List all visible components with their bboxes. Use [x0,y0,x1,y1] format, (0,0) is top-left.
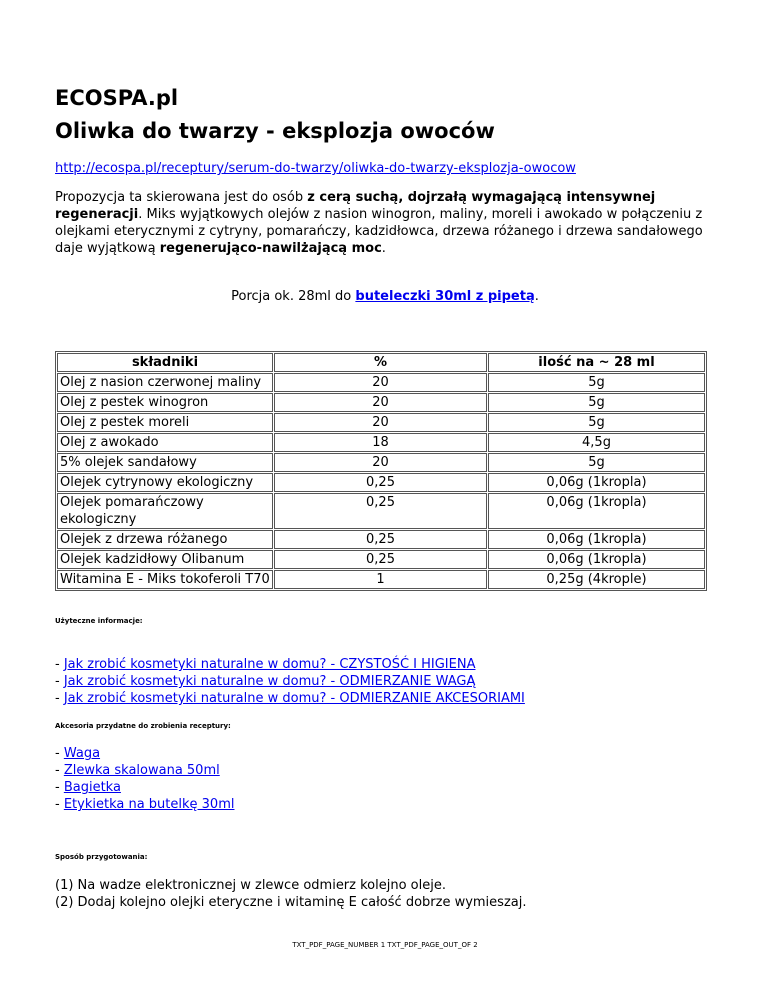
ingredient-amount: 0,06g (1kropla) [488,550,705,569]
table-row [57,433,705,452]
table-row [57,473,705,492]
list-item: (2) Dodaj kolejno olejki eteryczne i witaminę E całość dobrze wymieszaj. [55,895,527,910]
ingredient-percent: 20 [274,413,487,432]
list-dash: - [55,746,64,761]
page-footer: TXT_PDF_PAGE_NUMBER 1 TXT_PDF_PAGE_OUT_OF 2 [292,941,478,949]
intro-text-3: . [381,241,386,256]
ingredient-percent: 20 [274,373,487,392]
table-header-row [57,353,705,372]
list-item [55,656,525,673]
table-row [57,570,705,589]
portion-prefix: Porcja ok. 28ml do [231,289,356,304]
ingredient-name: Olej z pestek winogron [57,393,273,412]
portion-note [55,289,715,304]
ingredient-amount: 5g [488,373,705,392]
useful-links-list [55,656,525,707]
accessories-list [55,745,234,813]
list-dash: - [55,674,64,689]
list-item [55,745,234,762]
ingredient-name: Olejek z drzewa różanego [57,530,273,549]
ingredient-amount: 0,25g (4krople) [488,570,705,589]
accessories-heading: Akcesoria przydatne do zrobienia receptury: [55,722,231,730]
ingredient-percent: 0,25 [274,493,487,529]
ingredient-amount: 5g [488,413,705,432]
accessory-link[interactable]: Waga [63,746,101,761]
intro-paragraph [55,189,715,257]
list-dash: - [55,657,64,672]
intro-text-2: . Miks wyjątkowych olejów z nasion winogron, maliny, moreli i awokado w połączeniu z olejkami eterycznymi z cytryny, pomarańczy, kadzidłowca, drzewa różanego i drzewa sandałowego daje wyjątkową [55,207,703,256]
header-ingredients: składniki [57,353,273,372]
table-row [57,413,705,432]
ingredient-name: Witamina E - Miks tokoferoli T70 [57,570,273,589]
ingredient-name: Olejek kadzidłowy Olibanum [57,550,273,569]
ingredient-amount: 5g [488,393,705,412]
table-row [57,550,705,569]
header-amount: ilość na ~ 28 ml [488,353,705,372]
intro-bold-2: regenerująco-nawilżającą moc [159,241,382,256]
header-percent: % [274,353,487,372]
ingredient-percent: 0,25 [274,473,487,492]
ingredient-amount: 0,06g (1kropla) [488,530,705,549]
page-title: Oliwka do twarzy - eksplozja owoców [55,119,495,143]
accessory-link[interactable]: Etykietka na butelkę 30ml [63,797,235,812]
ingredient-percent: 0,25 [274,550,487,569]
ingredient-amount: 0,06g (1kropla) [488,473,705,492]
accessory-link[interactable]: Bagietka [63,780,121,795]
ingredient-name: 5% olejek sandałowy [57,453,273,472]
brand-title: ECOSPA.pl [55,86,179,110]
useful-info-heading: Użyteczne informacje: [55,617,143,625]
ingredient-name: Olej z awokado [57,433,273,452]
ingredient-name: Olejek pomarańczowy ekologiczny [57,493,273,529]
table-row [57,493,705,529]
accessory-link[interactable]: Zlewka skalowana 50ml [63,763,220,778]
list-item [55,779,234,796]
recipe-url-link[interactable]: http://ecospa.pl/receptury/serum-do-twarzy/oliwka-do-twarzy-eksplozja-owocow [55,161,576,176]
useful-link[interactable]: Jak zrobić kosmetyki naturalne w domu? - CZYSTOŚĆ I HIGIENA [63,657,476,672]
ingredient-amount: 4,5g [488,433,705,452]
ingredient-name: Olej z pestek moreli [57,413,273,432]
ingredient-name: Olej z nasion czerwonej maliny [57,373,273,392]
list-dash: - [55,691,64,706]
ingredient-percent: 1 [274,570,487,589]
useful-link[interactable]: Jak zrobić kosmetyki naturalne w domu? - ODMIERZANIE AKCESORIAMI [63,691,525,706]
list-dash: - [55,763,64,778]
list-item [55,690,525,707]
list-dash: - [55,780,64,795]
ingredient-percent: 20 [274,393,487,412]
ingredient-name: Olejek cytrynowy ekologiczny [57,473,273,492]
ingredients-table [55,351,707,591]
list-item: (1) Na wadze elektronicznej w zlewce odmierz kolejno oleje. [55,878,446,893]
table-row [57,393,705,412]
intro-text-1: Propozycja ta skierowana jest do osób [55,190,308,205]
ingredient-percent: 0,25 [274,530,487,549]
portion-suffix: . [534,289,539,304]
ingredient-amount: 0,06g (1kropla) [488,493,705,529]
intro-bold-1: z cerą suchą, dojrzałą wymagającą intensywnej regeneracji [55,190,656,222]
table-row [57,453,705,472]
table-row [57,530,705,549]
list-item [55,762,234,779]
ingredient-percent: 18 [274,433,487,452]
preparation-steps [55,877,526,911]
list-item [55,673,525,690]
preparation-heading: Sposób przygotowania: [55,853,148,861]
ingredient-amount: 5g [488,453,705,472]
list-item [55,796,234,813]
table-row [57,373,705,392]
list-dash: - [55,797,64,812]
useful-link[interactable]: Jak zrobić kosmetyki naturalne w domu? - ODMIERZANIE WAGĄ [63,674,476,689]
ingredient-percent: 20 [274,453,487,472]
bottle-link[interactable]: buteleczki 30ml z pipetą [355,289,535,304]
